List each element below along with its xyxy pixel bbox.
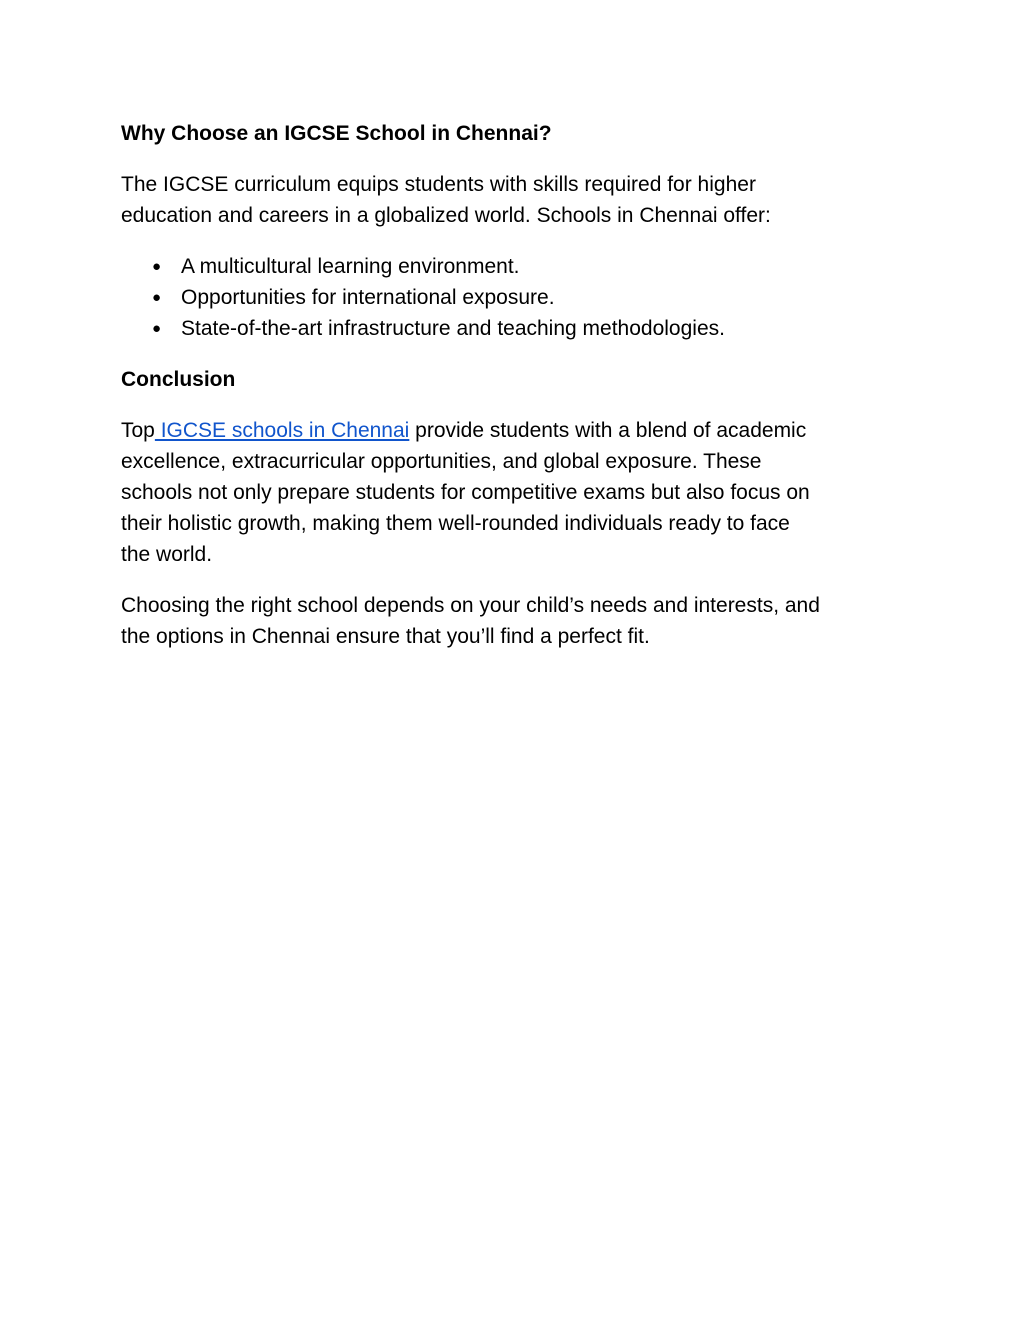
benefits-list [121, 251, 911, 344]
section-heading-conclusion: Conclusion [121, 368, 236, 391]
conclusion-prefix: Top [121, 419, 155, 442]
list-item-text: State-of-the-art infrastructure and teaching methodologies. [181, 317, 725, 340]
section-heading-why: Why Choose an IGCSE School in Chennai? [121, 122, 552, 145]
igcse-schools-link[interactable]: IGCSE schools in Chennai [154, 419, 410, 442]
list-item-text: Opportunities for international exposure. [181, 286, 555, 309]
list-item [121, 282, 911, 313]
bullet-icon: ● [152, 289, 162, 306]
list-item-text: A multicultural learning environment. [181, 255, 520, 278]
closing-paragraph: Choosing the right school depends on your child’s needs and interests, and the options in Chennai ensure that you’ll find a perfect fit. [121, 594, 820, 648]
list-item [121, 251, 911, 282]
bullet-icon: ● [152, 258, 162, 275]
list-item [121, 313, 911, 344]
document-page [121, 118, 911, 652]
conclusion-text: provide students with a blend of academic excellence, extracurricular opportunities, and global exposure. These schools not only prepare students for competitive exams but also focus on their holistic growth, making them well-rounded individuals ready to face the world. [121, 419, 810, 566]
intro-paragraph: The IGCSE curriculum equips students with skills required for higher education and careers in a globalized world. Schools in Chennai offer: [121, 173, 771, 227]
bullet-icon: ● [152, 320, 162, 337]
conclusion-paragraph [121, 415, 911, 570]
